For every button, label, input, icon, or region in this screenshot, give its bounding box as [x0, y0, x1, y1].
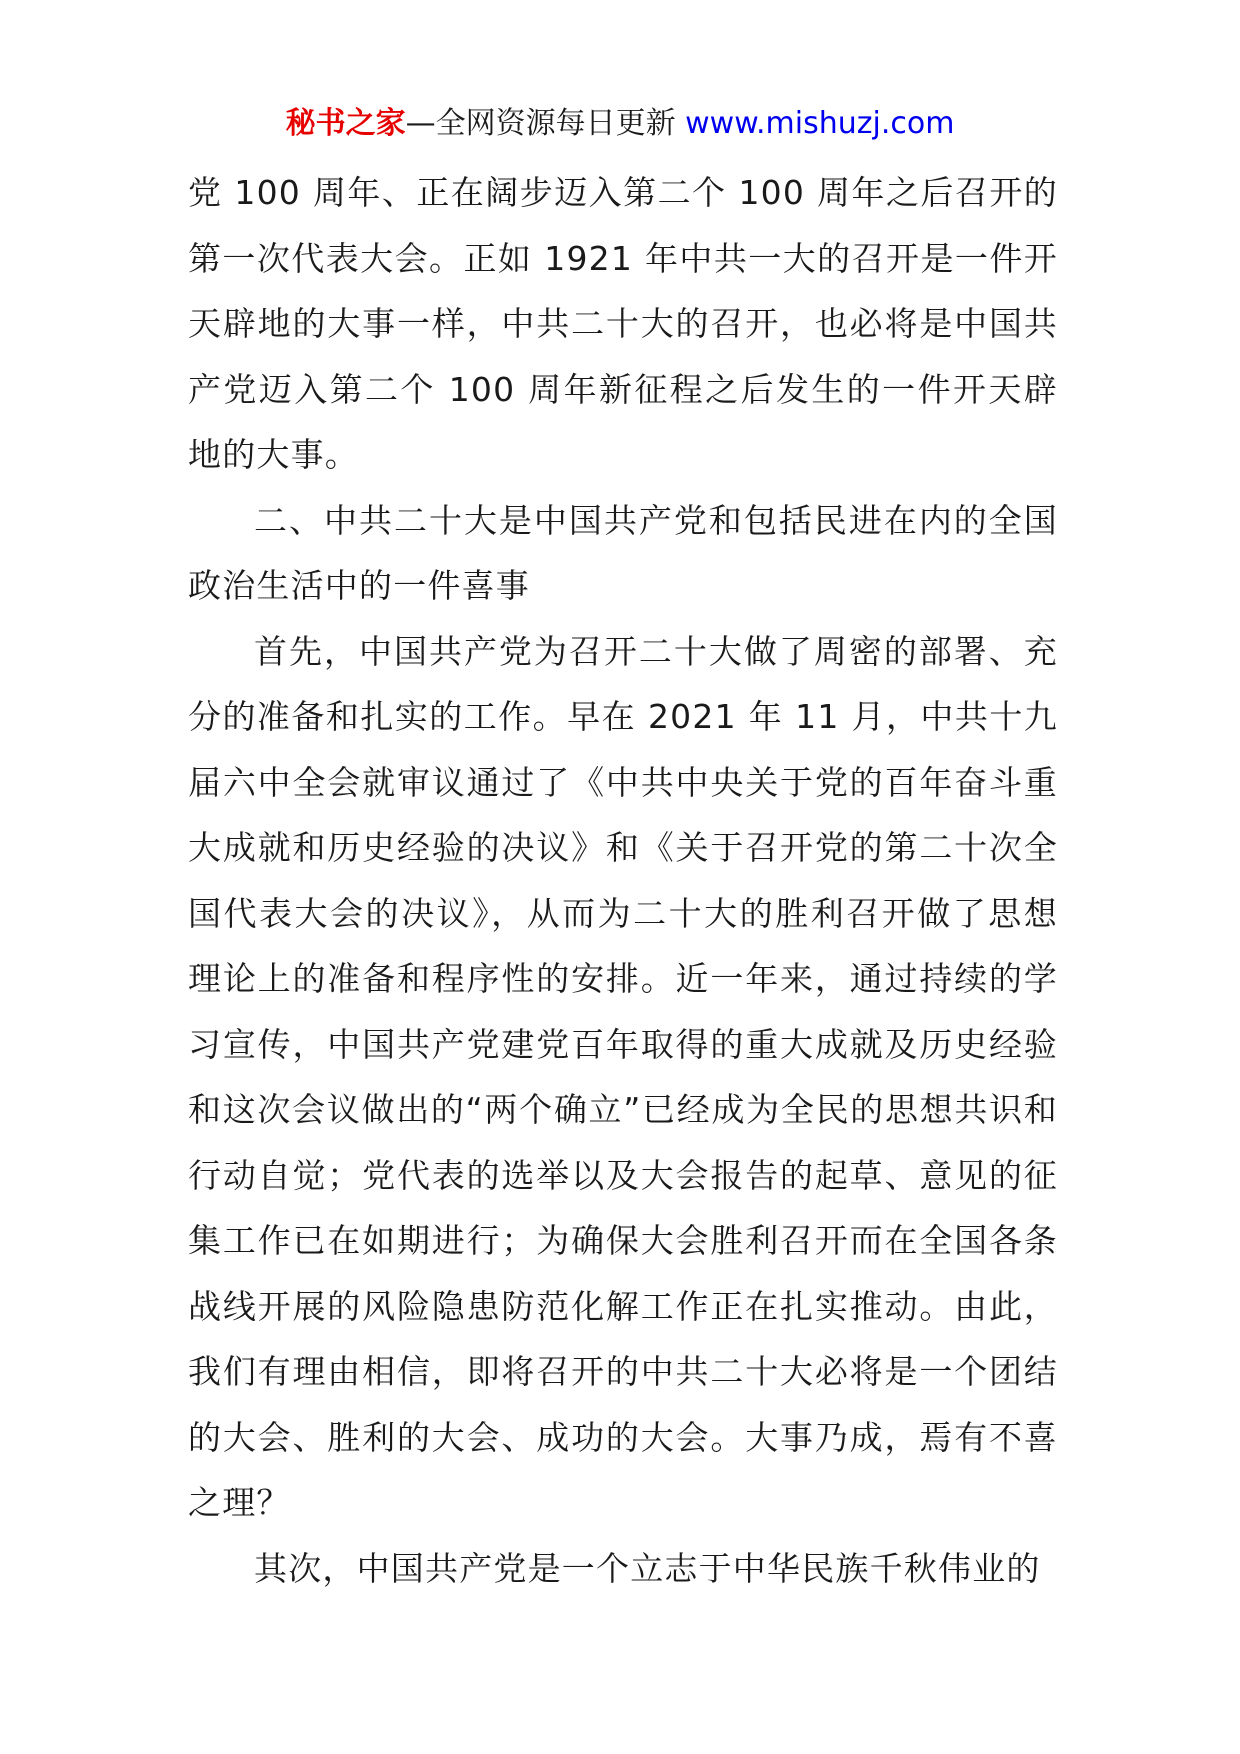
section-heading-2: 二、中共二十大是中国共产党和包括民进在内的全国政治生活中的一件喜事 — [188, 500, 1058, 605]
paragraph-first: 首先，中国共产党为召开二十大做了周密的部署、充分的准备和扎实的工作。早在 2021 年 11 月，中共十九届六中全会就审议通过了《中共中央关于党的百年奋斗重大成就和历史经验的决议》和《关于召开党的第二十次全国代表大会的决议》，从而为二十大的胜利召开做了思想理论上的准备和程序性的安排。近一年来，通过持续的学习宣传，中国共产党建党百年取得的重大成就及历史经验和这次会议做出的“两个确立”已经成为全民的思想共识和行动自觉；党代表的选举以及大会报告的起草、意见的征集工作已在如期进行；为确保大会胜利召开而在全国各条战线开展的风险隐患防范化解工作正在扎实推动。由此，我们有理由相信，即将召开的中共二十大必将是一个团结的大会、胜利的大会、成功的大会。大事乃成，焉有不喜之理？ — [188, 631, 1058, 1522]
document-body — [188, 160, 1058, 1601]
paragraph-second: 其次，中国共产党是一个立志于中华民族千秋伟业的 — [254, 1548, 1041, 1588]
site-tagline: —全网资源每日更新 — [405, 106, 686, 141]
site-brand: 秘书之家 — [285, 106, 406, 141]
site-url-link[interactable]: www.mishuzj.com — [685, 106, 955, 141]
page-header — [0, 104, 1240, 144]
paragraph-continuation: 党 100 周年、正在阔步迈入第二个 100 周年之后召开的第一次代表大会。正如 1921 年中共一大的召开是一件开天辟地的大事一样，中共二十大的召开，也必将是中国共产党迈入第二个 100 周年新征程之后发生的一件开天辟地的大事。 — [188, 173, 1058, 474]
